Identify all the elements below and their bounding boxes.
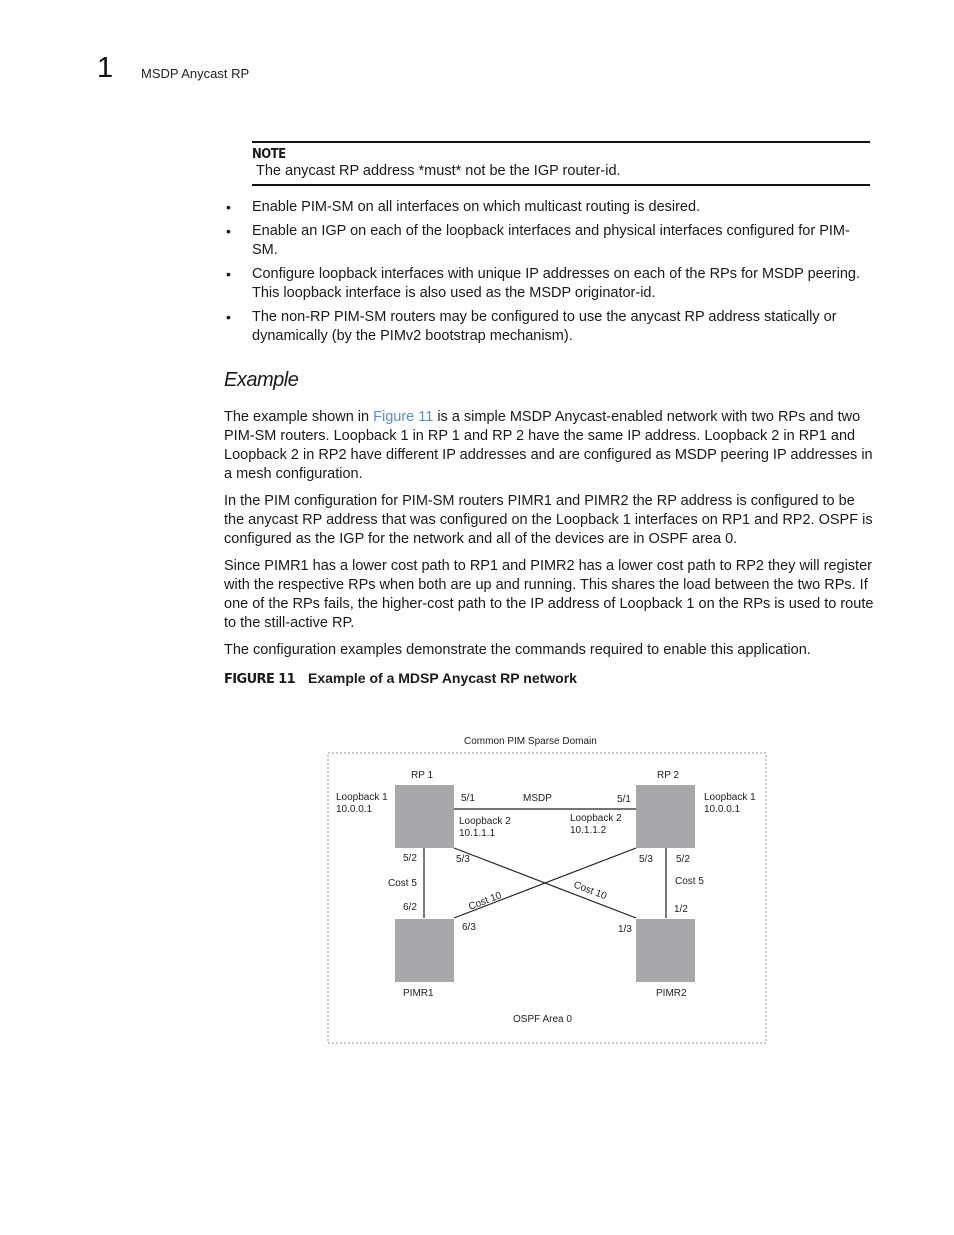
cost-cross-left: Cost 10 [467, 890, 504, 913]
bullet-list [224, 198, 874, 351]
rp2-port-msdp: 5/1 [617, 794, 631, 805]
rp2-loopback1-label: Loopback 1 [704, 792, 756, 803]
domain-label: Common PIM Sparse Domain [464, 736, 597, 747]
note-label: NOTE [252, 147, 286, 162]
pimr1-port-cross: 6/3 [462, 922, 476, 933]
bullet-icon: • [226, 266, 231, 282]
rp2-port-cross: 5/3 [639, 854, 653, 865]
list-item: • Configure loopback interfaces with unique IP addresses on each of the RPs for MSDP peering. This loopback interface is also used as the MSDP originator-id. [226, 266, 861, 301]
pimr2-port-cross: 1/3 [618, 924, 632, 935]
cost-right: Cost 5 [675, 876, 704, 887]
pimr2-label: PIMR2 [656, 988, 687, 999]
figure-caption [224, 670, 577, 687]
paragraph-summary: The configuration examples demonstrate the commands required to enable this application. [224, 642, 811, 658]
cost-cross-right: Cost 10 [571, 879, 609, 903]
rp1-port-msdp: 5/1 [461, 793, 475, 804]
rp1-loopback2-ip: 10.1.1.1 [459, 828, 496, 839]
note-box [252, 141, 870, 186]
bullet-icon: • [226, 223, 231, 239]
bullet-icon: • [226, 309, 231, 325]
figure-title: Example of a MDSP Anycast RP network [308, 670, 577, 686]
cost-left: Cost 5 [388, 878, 417, 889]
msdp-label: MSDP [523, 793, 552, 804]
section-heading: Example [224, 369, 299, 391]
rp1-label: RP 1 [411, 770, 434, 781]
rp1-port-down: 5/2 [403, 853, 417, 864]
pimr2-device [636, 919, 695, 982]
rp2-label: RP 2 [657, 770, 680, 781]
bullet-icon: • [226, 199, 231, 215]
pimr2-port-up: 1/2 [674, 904, 688, 915]
paragraph-cost: Since PIMR1 has a lower cost path to RP1 and PIMR2 has a lower cost path to RP2 they will register with the respective RPs when both are up and running. This shares the load between the two RPs. If one of the RPs fails, the higher-cost path to the IP address of Loopback 1 on the RPs is used to route to the still-active RP. [224, 558, 874, 631]
network-diagram [320, 730, 780, 1050]
chapter-title: MSDP Anycast RP [141, 66, 250, 81]
rp1-device [395, 785, 454, 848]
rp2-port-down: 5/2 [676, 854, 690, 865]
paragraph-intro: The example shown in Figure 11 is a simple MSDP Anycast-enabled network with two RPs and two PIM-SM routers. Loopback 1 in RP 1 and RP 2 have the same IP address. Loopback 2 in RP1 and Loopback 2 in RP2 have different IP addresses and are configured as MSDP peering IP addresses in a mesh configuration. [224, 409, 873, 482]
paragraph-config: In the PIM configuration for PIM-SM routers PIMR1 and PIMR2 the RP address is configured to be the anycast RP address that was configured on the Loopback 1 interfaces on RP1 and RP2. OSPF is configured as the IGP for the network and all of the devices are in OSPF area 0. [224, 493, 873, 547]
list-item: • Enable an IGP on each of the loopback interfaces and physical interfaces configured for PIM-SM. [226, 223, 850, 258]
list-item: • The non-RP PIM-SM routers may be configured to use the anycast RP address statically or dynamically (by the PIMv2 bootstrap mechanism). [226, 309, 837, 344]
pimr1-device [395, 919, 454, 982]
rp2-device [636, 785, 695, 848]
rp2-loopback1-ip: 10.0.0.1 [704, 804, 741, 815]
rp2-loopback2-label: Loopback 2 [570, 813, 622, 824]
rp1-port-cross: 5/3 [456, 854, 470, 865]
figure-link[interactable]: Figure 11 [373, 409, 434, 425]
pimr1-label: PIMR1 [403, 988, 434, 999]
rp1-loopback1-ip: 10.0.0.1 [336, 804, 373, 815]
note-text: The anycast RP address *must* not be the IGP router-id. [256, 163, 621, 179]
chapter-number: 1 [97, 52, 114, 84]
figure-label: FIGURE 11 [224, 672, 296, 687]
area-label: OSPF Area 0 [513, 1014, 572, 1025]
rp2-loopback2-ip: 10.1.1.2 [570, 825, 607, 836]
rp1-loopback2-label: Loopback 2 [459, 816, 511, 827]
pimr1-port-up: 6/2 [403, 902, 417, 913]
list-item: • Enable PIM-SM on all interfaces on which multicast routing is desired. [226, 199, 701, 215]
rp1-loopback1-label: Loopback 1 [336, 792, 388, 803]
